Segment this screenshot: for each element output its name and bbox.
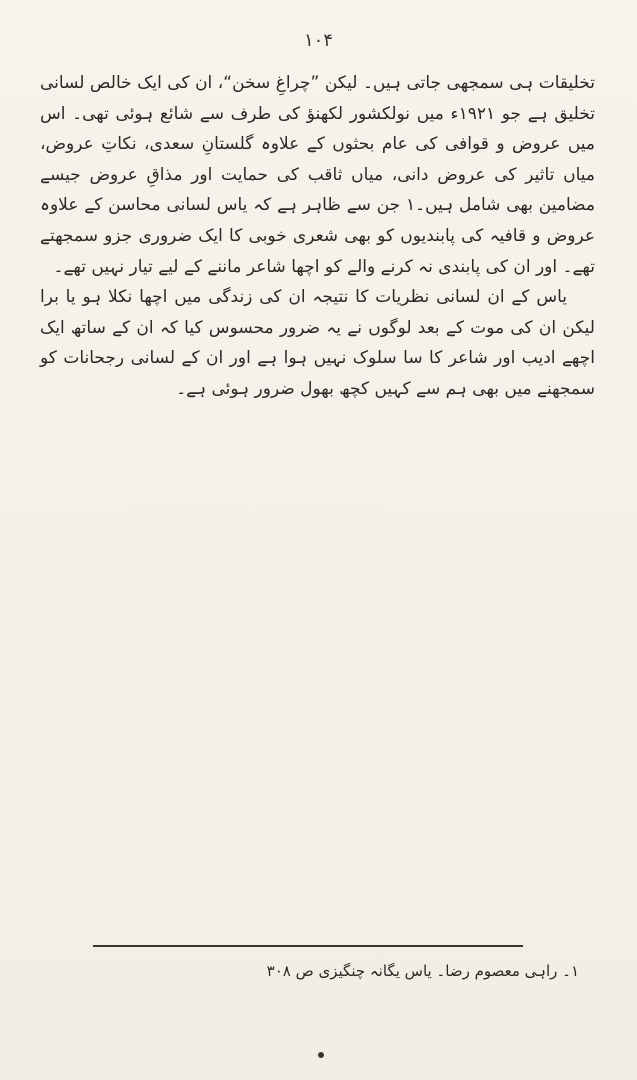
body-text [40, 68, 595, 405]
footnote: ۱۔ راہی معصوم رضا۔ یاس یگانہ چنگیزی ص ۳۰۸ [266, 962, 579, 980]
page-number: ۱۰۴ [303, 30, 333, 51]
paragraph-1: تخلیقات ہی سمجھی جاتی ہیں۔ لیکن ”چراغِ سخن“، ان کی ایک خالص لسانی تخلیق ہے جو ۱۹۲۱ء میں نولکشور لکھنؤ کی طرف سے شائع ہوئی تھی۔ اس میں عروض و قوافی کی عام بحثوں کے علاوہ گلستانِ سعدی، نکاتِ عروض، میاں تاثیر کی عروض دانی، میاں ثاقب کی حمایت اور مذاقِ عروض جیسے مضامین بھی شامل ہیں۔۱ جن سے ظاہر ہے کہ یاس لسانی محاسن کے علاوہ عروض و قافیہ کی پابندیوں کو بھی شعری خوبی کا ایک ضروری جزو سمجھتے تھے۔ اور ان کی پابندی نہ کرنے والے کو اچھا شاعر ماننے کے لیے تیار نہیں تھے۔ [40, 73, 595, 277]
footnote-rule [93, 945, 523, 947]
paragraph-2: یاس کے ان لسانی نظریات کا نتیجہ ان کی زندگی میں اچھا نکلا ہو یا برا لیکن ان کی موت کے بعد لوگوں نے یہ ضرور محسوس کیا کہ ان کے ساتھ ایک اچھے ادیب اور شاعر کا سا سلوک نہیں ہوا ہے اور ان کے لسانی رجحانات کو سمجھنے میں بھی ہم سے کہیں کچھ بھول ضرور ہوئی ہے۔ [40, 287, 595, 399]
ink-dot [318, 1052, 324, 1058]
